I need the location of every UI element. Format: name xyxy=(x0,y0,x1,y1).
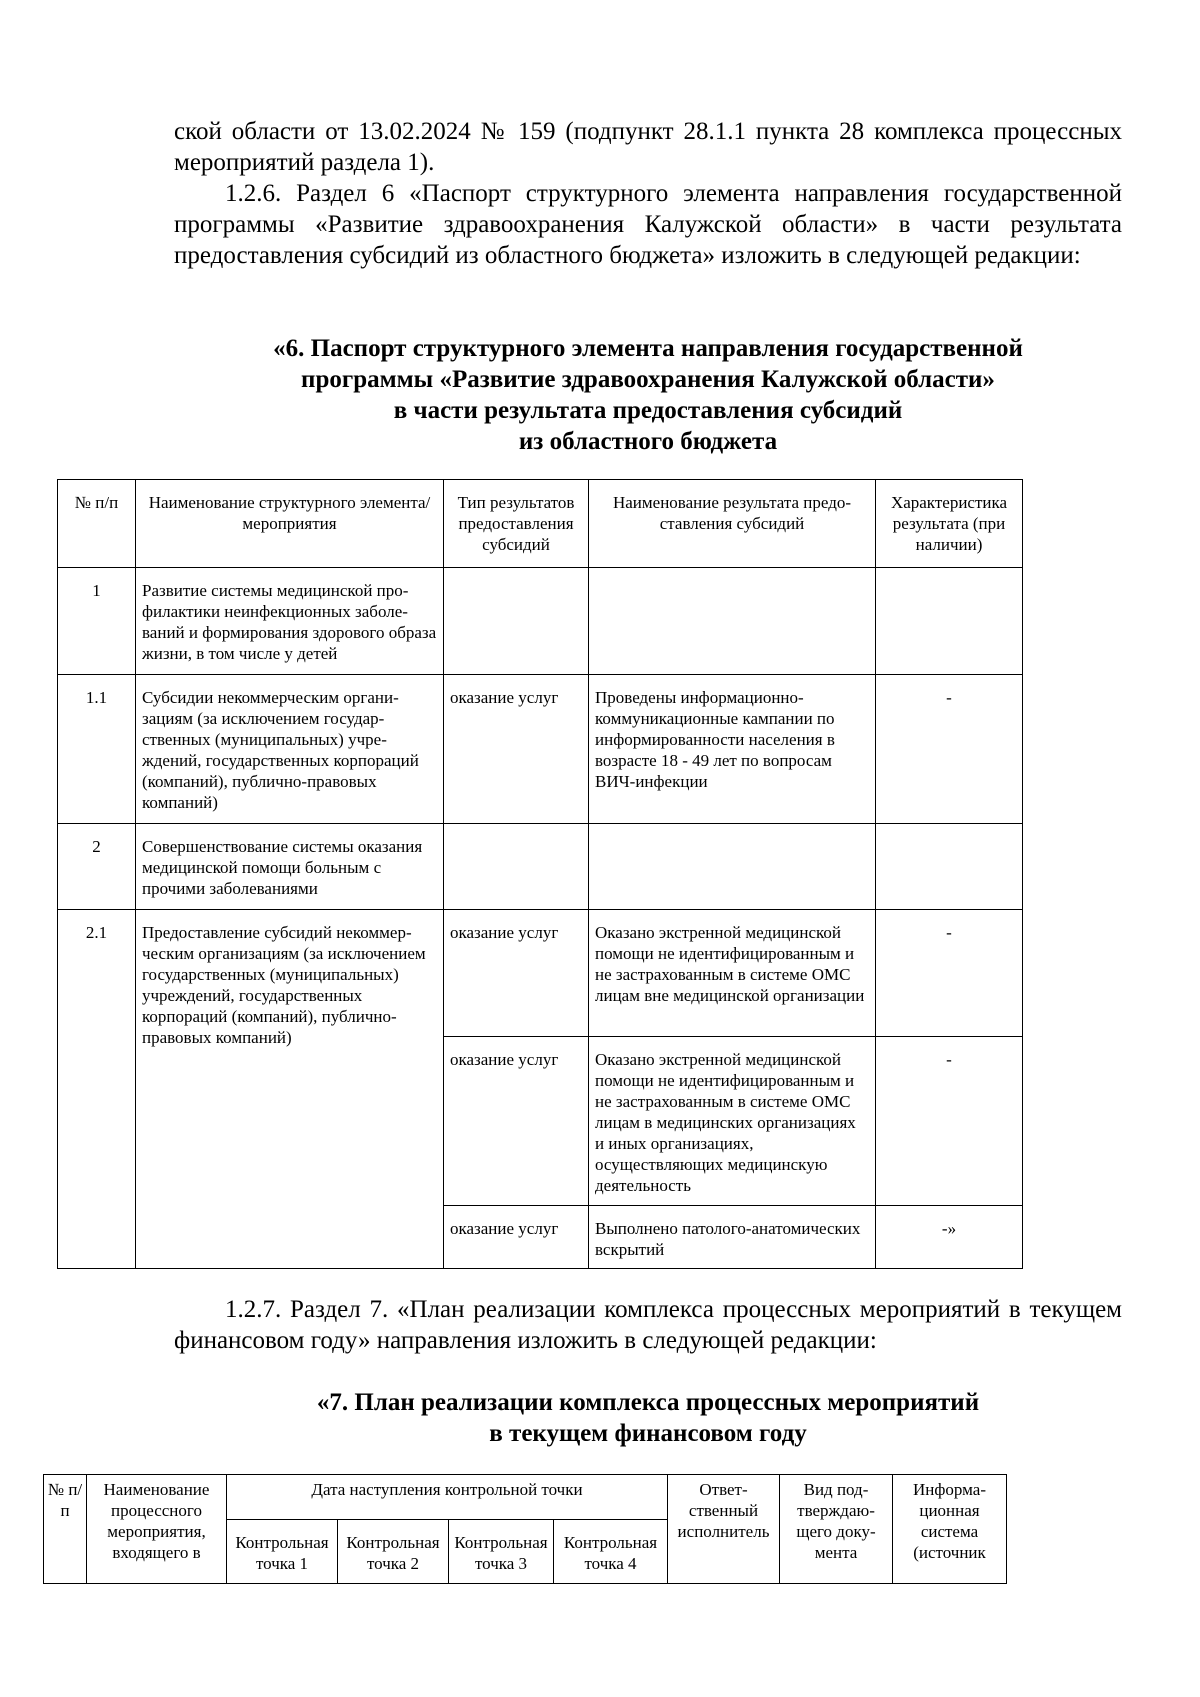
header-number: № п/п xyxy=(58,480,136,568)
plan-header-info-system: Информационная система (источник xyxy=(893,1475,1007,1584)
section-7-paragraph: 1.2.7. Раздел 7. «План реализации комплекса процессных мероприятий в текущем финансовом году» направления изложить в следующей редакции: xyxy=(174,1296,1122,1354)
row-number: 1.1 xyxy=(58,675,136,824)
table-header-row xyxy=(58,480,1023,568)
row-characteristic: -» xyxy=(876,1206,1023,1269)
section-6-heading xyxy=(174,333,1122,457)
table-row xyxy=(58,910,1023,1037)
header-characteristic: Характеристика результата (при наличии) xyxy=(876,480,1023,568)
section-6-heading-line-2: программы «Развитие здравоохранения Калужской области» xyxy=(301,366,995,393)
table-row xyxy=(58,568,1023,675)
implementation-plan-table xyxy=(43,1474,1007,1584)
row-result-name: Выполнено патолого-анатомических вскрытий xyxy=(589,1206,876,1269)
row-number: 2 xyxy=(58,824,136,910)
plan-header-row xyxy=(44,1475,1007,1520)
row-element-name: Субсидии некоммерческим организациям (за исключением государственных (муниципальных) учреждений, государственных корпораций (компаний), публично-правовых компаний) xyxy=(136,675,444,824)
structural-element-table xyxy=(57,479,1023,1269)
row-result-name xyxy=(589,568,876,675)
row-result-type: оказание услуг xyxy=(444,1037,589,1206)
row-result-type: оказание услуг xyxy=(444,910,589,1037)
row-characteristic: - xyxy=(876,1037,1023,1206)
plan-header-checkpoint-4: Контрольная точка 4 xyxy=(554,1520,668,1584)
plan-header-checkpoint-3: Контрольная точка 3 xyxy=(449,1520,554,1584)
table-row xyxy=(58,824,1023,910)
section-7-heading-line-1: «7. План реализации комплекса процессных мероприятий xyxy=(316,1389,980,1416)
section-7-heading-line-2: в текущем финансовом году xyxy=(489,1420,807,1447)
row-element-name: Предоставление субсидий некоммерческим организациям (за исключением государственных (муниципальных) учреждений, государственных корпораций (компаний), публично-правовых компаний) xyxy=(136,910,444,1269)
plan-header-responsible: Ответственный исполнитель xyxy=(668,1475,780,1584)
plan-header-document-type: Вид подтверждающего документа xyxy=(780,1475,893,1584)
table-row xyxy=(58,675,1023,824)
row-characteristic xyxy=(876,568,1023,675)
section-6-heading-line-1: «6. Паспорт структурного элемента направления государственной xyxy=(273,335,1023,362)
row-result-name: Оказано экстренной медицинской помощи не идентифицированным и не застрахованным в системе ОМС лицам в медицинских организациях и иных организациях, осуществляющих медицинскую деятельность xyxy=(589,1037,876,1206)
row-element-name: Развитие системы медицинской профилактики неинфекционных заболеваний и формирования здорового образа жизни, в том числе у детей xyxy=(136,568,444,675)
row-result-type xyxy=(444,568,589,675)
section-7-heading xyxy=(174,1387,1122,1449)
header-element-name: Наименование структурного элемента/мероприятия xyxy=(136,480,444,568)
row-characteristic: - xyxy=(876,910,1023,1037)
row-result-name: Оказано экстренной медицинской помощи не идентифицированным и не застрахованным в системе ОМС лицам вне медицинской организации xyxy=(589,910,876,1037)
row-characteristic: - xyxy=(876,675,1023,824)
row-result-name xyxy=(589,824,876,910)
plan-header-number: № п/п xyxy=(44,1475,87,1584)
plan-header-activity-name: Наименование процессного мероприятия, входящего в xyxy=(87,1475,227,1584)
row-result-type: оказание услуг xyxy=(444,1206,589,1269)
plan-header-checkpoint-date: Дата наступления контрольной точки xyxy=(227,1475,668,1520)
intro-paragraph-2: 1.2.6. Раздел 6 «Паспорт структурного элемента направления государственной программы «Развитие здравоохранения Калужской области» в части результата предоставления субсидий из областного бюджета» изложить в следующей редакции: xyxy=(174,180,1122,269)
row-element-name: Совершенствование системы оказания медицинской помощи больным с прочими заболеваниями xyxy=(136,824,444,910)
row-characteristic xyxy=(876,824,1023,910)
row-result-name: Проведены информационно-коммуникационные кампании по информированности населения в возрасте 18 - 49 лет по вопросам ВИЧ-инфекции xyxy=(589,675,876,824)
row-result-type: оказание услуг xyxy=(444,675,589,824)
row-result-type xyxy=(444,824,589,910)
plan-header-checkpoint-1: Контрольная точка 1 xyxy=(227,1520,338,1584)
header-result-name: Наименование результата предоставления субсидий xyxy=(589,480,876,568)
row-number: 2.1 xyxy=(58,910,136,1269)
section-6-heading-line-4: из областного бюджета xyxy=(518,428,778,455)
header-result-type: Тип результатов предоставления субсидий xyxy=(444,480,589,568)
row-number: 1 xyxy=(58,568,136,675)
plan-header-checkpoint-2: Контрольная точка 2 xyxy=(338,1520,449,1584)
section-6-heading-line-3: в части результата предоставления субсидий xyxy=(393,397,903,424)
intro-paragraph-1: ской области от 13.02.2024 № 159 (подпункт 28.1.1 пункта 28 комплекса процессных мероприятий раздела 1). xyxy=(174,118,1122,176)
